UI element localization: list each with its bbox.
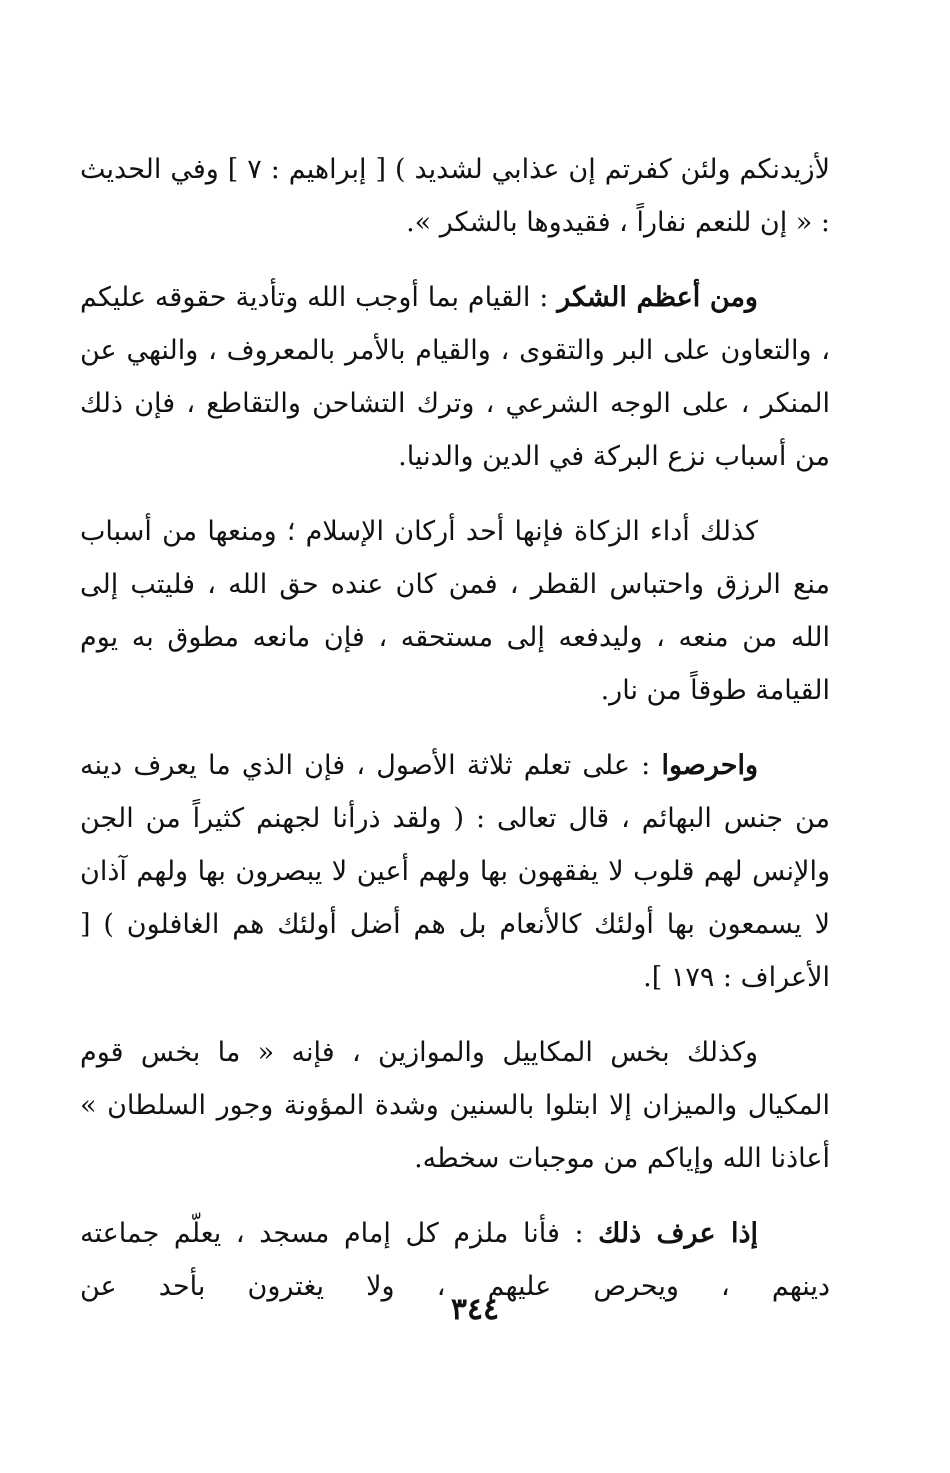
paragraph-4-text: : على تعلم ثلاثة الأصول ، فإن الذي ما يعرف دينه من جنس البهائم ، قال تعالى : ( ولقد ذرأنا لجهنم كثيراً من الجن والإنس لهم قلوب لا يفقهون بها ولهم أعين لا يبصرون بها ولهم آذان لا يسمعون بها أولئك كالأنعام بل هم أضل أولئك هم الغافلون ) [ الأعراف : ١٧٩ ]. bbox=[80, 750, 830, 993]
paragraph-6-lead: إذا عرف ذلك bbox=[598, 1218, 758, 1249]
paragraph-1-text: لأزيدنكم ولئن كفرتم إن عذابي لشديد ) [ إبراهيم : ٧ ] وفي الحديث : « إن للنعم نفاراً ، فقيدوها بالشكر ». bbox=[80, 154, 830, 238]
paragraph-1 bbox=[80, 143, 830, 249]
paragraph-4 bbox=[80, 739, 830, 1004]
paragraph-3-text: كذلك أداء الزكاة فإنها أحد أركان الإسلام ؛ ومنعها من أسباب منع الرزق واحتباس القطر ، فمن كان عنده حق الله ، فليتب إلى الله من منعه ، وليدفعه إلى مستحقه ، فإن مانعه مطوق به يوم القيامة طوقاً من نار. bbox=[80, 516, 830, 706]
paragraph-6-text: : فأنا ملزم كل إمام مسجد ، يعلّم جماعته دينهم ، ويحرص عليهم ، ولا يغترون بأحد عن bbox=[80, 1218, 830, 1302]
paragraph-5 bbox=[80, 1026, 830, 1185]
page-number: ٣٤٤ bbox=[450, 1292, 500, 1327]
paragraph-2-lead: ومن أعظم الشكر bbox=[557, 282, 758, 313]
page-body bbox=[80, 143, 830, 1335]
paragraph-2 bbox=[80, 271, 830, 483]
paragraph-3 bbox=[80, 505, 830, 717]
paragraph-5-text: وكذلك بخس المكاييل والموازين ، فإنه « ما بخس قوم المكيال والميزان إلا ابتلوا بالسنين وشدة المؤونة وجور السلطان » أعاذنا الله وإياكم من موجبات سخطه. bbox=[80, 1037, 830, 1174]
paragraph-4-lead: واحرصوا bbox=[661, 750, 758, 781]
paragraph-2-text: : القيام بما أوجب الله وتأدية حقوقه عليكم ، والتعاون على البر والتقوى ، والقيام بالأمر بالمعروف ، والنهي عن المنكر ، على الوجه الشرعي ، وترك التشاحن والتقاطع ، فإن ذلك من أسباب نزع البركة في الدين والدنيا. bbox=[80, 282, 830, 472]
